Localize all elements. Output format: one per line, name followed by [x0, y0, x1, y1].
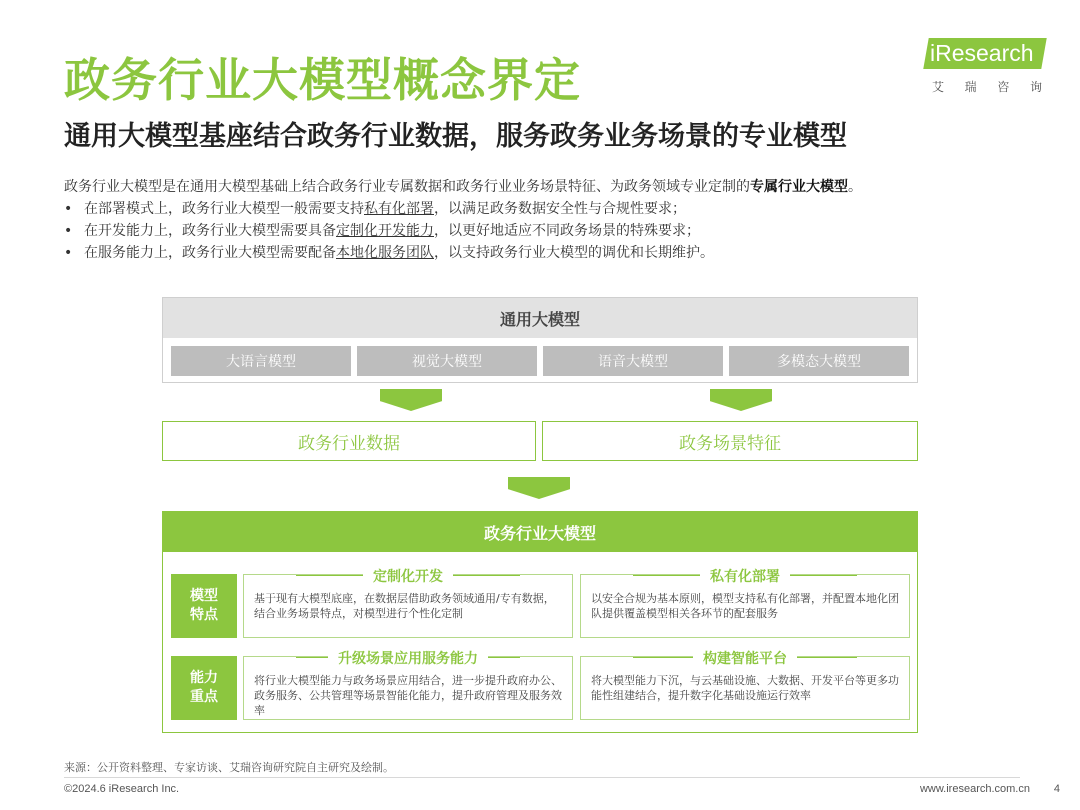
- page-subtitle: 通用大模型基座结合政务行业数据，服务政务业务场景的专业模型: [64, 121, 847, 152]
- gov-model-box: [162, 511, 918, 733]
- source-note: 来源：公开资料整理、专家访谈、艾瑞咨询研究院自主研究及绘制。: [64, 761, 394, 774]
- card-title: 私有化部署: [700, 569, 790, 585]
- logo-chinese: 艾 瑞 咨 询: [932, 80, 1042, 94]
- iresearch-logo: [926, 34, 1048, 98]
- general-model-box: [162, 297, 918, 383]
- intro-text: [64, 176, 1024, 264]
- page-number: 4: [1053, 783, 1060, 795]
- down-arrow-icon: [710, 389, 772, 411]
- general-model-item: 语音大模型: [543, 346, 723, 376]
- copyright: ©2024.6 iResearch Inc.: [64, 783, 180, 795]
- bullet-development: • 在开发能力上，政务行业大模型需要具备定制化开发能力，以更好地适应不同政务场景的特殊要求；: [64, 223, 700, 239]
- logo-wordmark: iResearch: [923, 38, 1046, 69]
- concept-diagram: [162, 297, 918, 737]
- bullet-deployment: • 在部署模式上，政务行业大模型一般需要支持私有化部署，以满足政务数据安全性与合规性要求；: [64, 201, 686, 217]
- card-body: 将大模型能力下沉，与云基础设施、大数据、开发平台等更多功能性组建结合，提升数字化基础设施运行效率: [591, 674, 899, 702]
- card-private-deploy: [580, 569, 910, 638]
- row-label-features: 模型 特点: [171, 574, 237, 638]
- general-model-item: 视觉大模型: [357, 346, 537, 376]
- gov-model-title: 政务行业大模型: [163, 512, 917, 552]
- general-model-item: 多模态大模型: [729, 346, 909, 376]
- card-title: 定制化开发: [363, 569, 453, 585]
- website-link[interactable]: www.iresearch.com.cn: [919, 783, 1030, 795]
- page-title: 政务行业大模型概念界定: [64, 53, 581, 107]
- card-body: 以安全合规为基本原则，模型支持私有化部署，并配置本地化团队提供覆盖模型相关各环节的配套服务: [591, 592, 899, 620]
- bullet-service: • 在服务能力上，政务行业大模型需要配备本地化服务团队，以支持政务行业大模型的调优和长期维护。: [64, 245, 714, 261]
- down-arrow-icon: [508, 477, 570, 499]
- general-model-title: 通用大模型: [163, 298, 917, 338]
- card-body: 将行业大模型能力与政务场景应用结合，进一步提升政府办公、政务服务、公共管理等场景智能化能力，提升政府管理及服务效率: [254, 674, 562, 717]
- down-arrow-icon: [380, 389, 442, 411]
- card-title: 升级场景应用服务能力: [328, 651, 488, 667]
- card-body: 基于现有大模型底座，在数据层借助政务领域通用/专有数据，结合业务场景特点，对模型进行个性化定制: [254, 592, 555, 620]
- input-gov-data: 政务行业数据: [162, 421, 536, 461]
- row-label-capability: 能力 重点: [171, 656, 237, 720]
- footer-divider: [64, 777, 1020, 778]
- card-custom-dev: [243, 569, 573, 638]
- intro-lead: 政务行业大模型是在通用大模型基础上结合政务行业专属数据和政务行业业务场景特征、为政务领域专业定制的专属行业大模型。: [64, 179, 862, 195]
- input-scene-features: 政务场景特征: [542, 421, 918, 461]
- card-scene-service: [243, 651, 573, 720]
- card-title: 构建智能平台: [693, 651, 797, 667]
- general-model-item: 大语言模型: [171, 346, 351, 376]
- card-smart-platform: [580, 651, 910, 720]
